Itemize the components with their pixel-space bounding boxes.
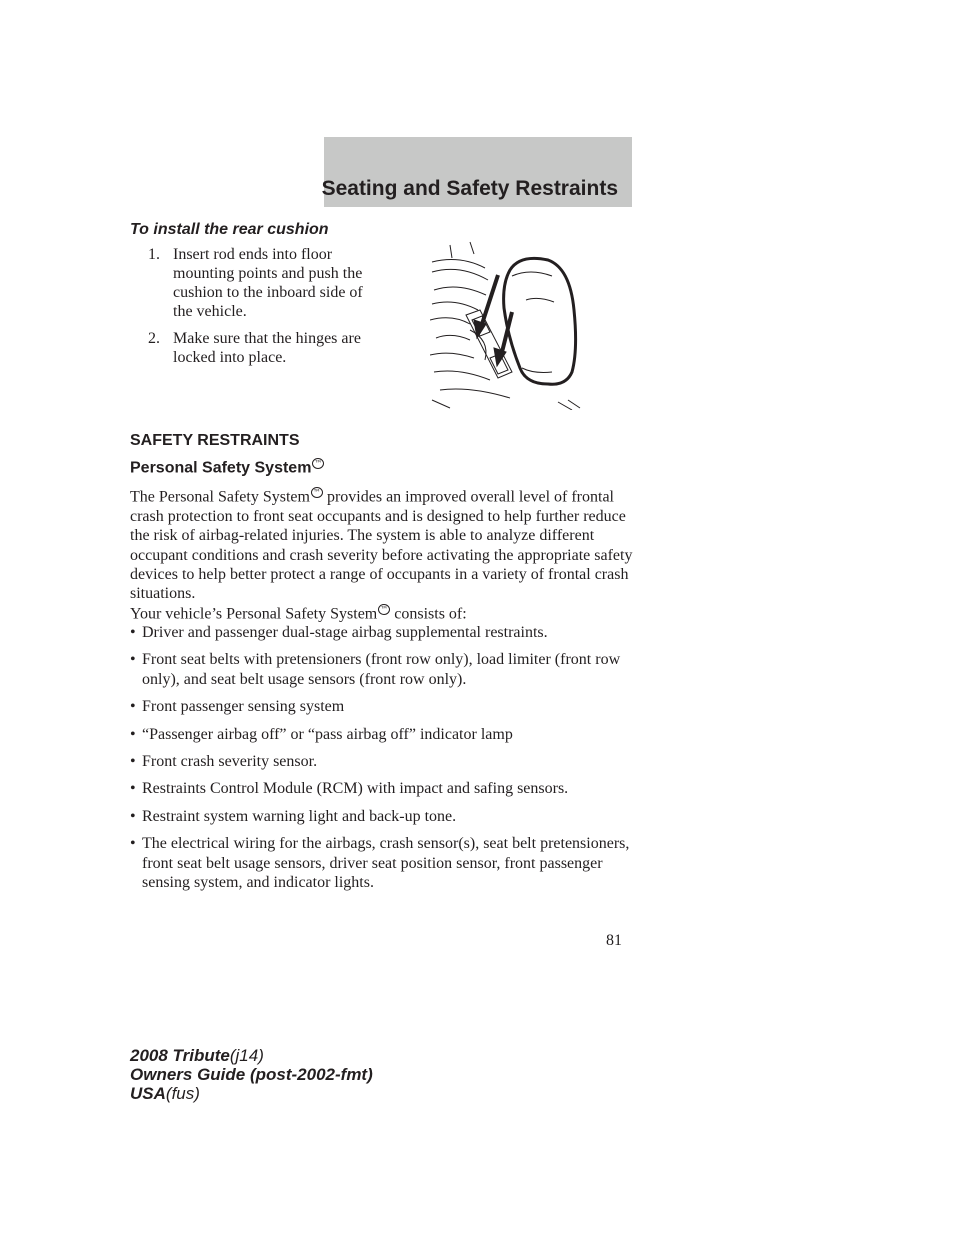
subheading-text: Personal Safety System <box>130 459 312 477</box>
document-footer <box>130 1046 373 1103</box>
para1-body: provides an improved overall level of frontal crash protection to front seat occupants and is designed to help further reduce the risk of airbag-related injuries. The system is able to analyze different occupant conditions and crash severity before activating the appropriate safety devices to help better protect a range of occupants in a variety of frontal crash situations. <box>130 488 633 603</box>
bullet-icon: • <box>130 698 136 716</box>
step-text: Make sure that the hinges are locked into place. <box>173 330 361 366</box>
list-item <box>130 834 635 892</box>
step-number: 1. <box>148 246 160 263</box>
footer-guide: Owners Guide (post-2002-fmt) <box>130 1065 373 1084</box>
bullet-icon: • <box>130 753 136 771</box>
bullet-icon: • <box>130 624 136 641</box>
list-item <box>130 697 635 716</box>
list-item <box>130 807 635 826</box>
list-item <box>130 779 635 798</box>
list-item-text: “Passenger airbag off” or “pass airbag off” indicator lamp <box>142 725 513 743</box>
bullet-icon: • <box>130 725 136 743</box>
list-item-text: Driver and passenger dual-stage airbag supplemental restraints. <box>142 624 548 641</box>
para2-lead: Your vehicle’s Personal Safety System <box>130 605 378 623</box>
list-item-text: Front crash severity sensor. <box>142 753 318 771</box>
step-text: Insert rod ends into floor mounting points and push the cushion to the inboard side of the vehicle. <box>173 246 363 320</box>
para1-lead: The Personal Safety System <box>130 488 310 506</box>
step-number: 2. <box>148 330 160 347</box>
list-item-text: Front seat belts with pretensioners (front row only), load limiter (front row only), and seat belt usage sensors (front row only). <box>142 651 621 688</box>
step-item <box>148 329 378 367</box>
footer-market-code: (fus) <box>165 1084 200 1103</box>
bullet-icon: • <box>130 835 136 853</box>
list-item-text: The electrical wiring for the airbags, crash sensor(s), seat belt pretensioners, front seat belt usage sensors, driver seat position sensor, front passenger sensing system, and indicator lights. <box>142 835 630 892</box>
trademark-symbol: ™ <box>380 605 389 614</box>
bullet-icon: • <box>130 807 136 825</box>
install-steps <box>148 245 378 375</box>
page-number: 81 <box>606 932 622 949</box>
intro-paragraph <box>130 483 635 604</box>
list-item-text: Restraints Control Module (RCM) with impact and safing sensors. <box>142 780 569 798</box>
install-heading: To install the rear cushion <box>130 221 329 238</box>
consists-of-paragraph <box>130 600 635 624</box>
list-item <box>130 623 635 642</box>
list-item-text: Restraint system warning light and back-up tone. <box>142 807 457 825</box>
trademark-symbol: ™ <box>312 488 321 497</box>
footer-line-2 <box>130 1065 373 1084</box>
bullet-icon: • <box>130 651 136 669</box>
section-header-bar <box>321 137 632 207</box>
footer-line-3 <box>130 1084 373 1103</box>
components-list <box>130 623 635 900</box>
footer-model: 2008 Tribute <box>130 1046 230 1065</box>
list-item <box>130 650 635 689</box>
trademark-symbol: ™ <box>314 459 323 468</box>
list-item <box>130 725 635 744</box>
rear-cushion-illustration <box>430 240 590 410</box>
footer-line-1 <box>130 1046 373 1065</box>
para2-body: consists of: <box>394 605 467 623</box>
section-title: Seating and Safety Restraints <box>321 177 618 200</box>
list-item <box>130 752 635 771</box>
footer-market: USA <box>130 1084 166 1103</box>
safety-restraints-heading: SAFETY RESTRAINTS <box>130 432 300 449</box>
step-item <box>148 245 378 321</box>
footer-model-code: (j14) <box>229 1046 264 1065</box>
bullet-icon: • <box>130 780 136 798</box>
personal-safety-system-heading <box>130 459 324 477</box>
list-item-text: Front passenger sensing system <box>142 698 345 716</box>
